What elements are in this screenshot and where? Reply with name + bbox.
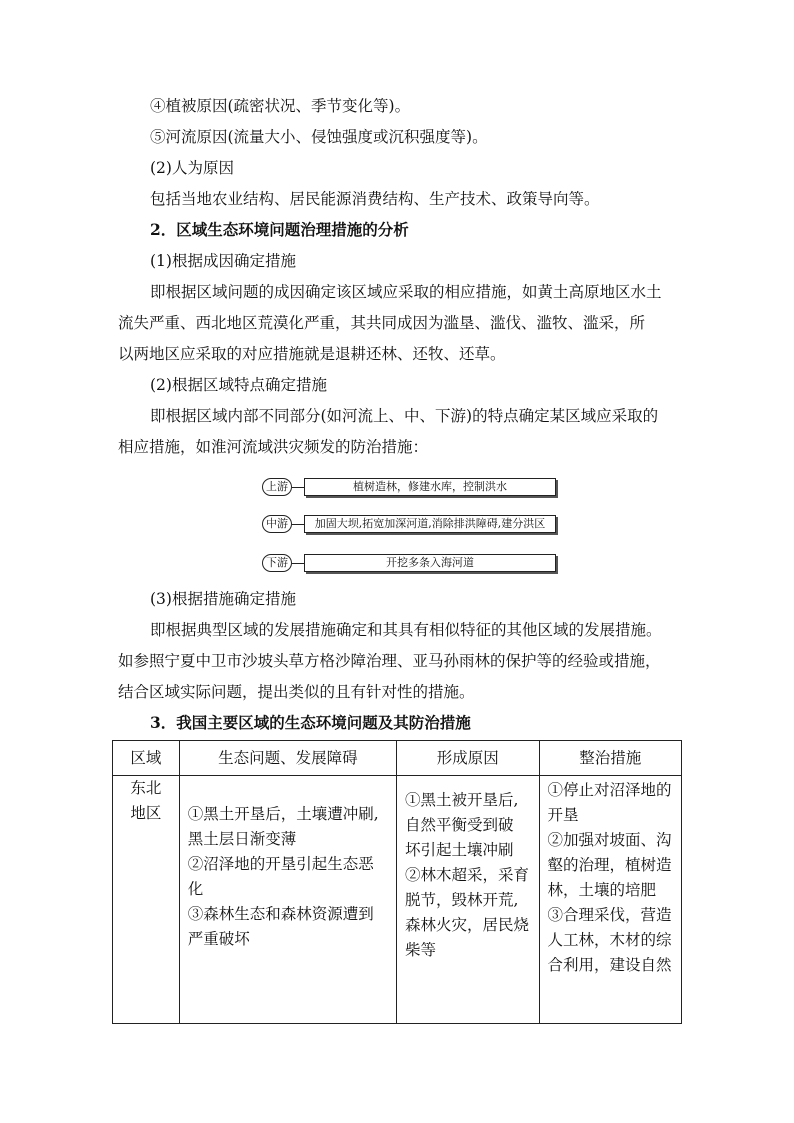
region-name-line1: 东北 — [130, 779, 162, 797]
measure-upper: 植树造林，修建水库，控制洪水 — [304, 478, 556, 496]
subheading-by-measure: (3)根据措施确定措施 — [150, 590, 296, 608]
header-measures: 整治措施 — [539, 741, 681, 776]
regional-issues-table — [112, 740, 682, 1024]
measures-line: ①停止对沼泽地的 — [547, 781, 672, 799]
measure-middle: 加固大坝,拓宽加深河道,消除排洪障碍,建分洪区 — [304, 515, 556, 533]
measures-line: 人工林，木材的综 — [547, 931, 672, 949]
causes-cell — [397, 776, 539, 1024]
measures-line: 合利用，建设自然 — [547, 956, 672, 974]
region-cell — [113, 776, 180, 1024]
causes-line: 柴等 — [405, 941, 437, 959]
subheading-human-causes: (2)人为原因 — [150, 159, 234, 177]
region-name-line2: 地区 — [130, 804, 162, 822]
measures-line: ②加强对坡面、沟 — [547, 831, 672, 849]
problems-line: 黑土层日渐变薄 — [187, 830, 297, 848]
paragraph-by-feature-line1: 即根据区域内部不同部分(如河流上、中、下游)的特点确定某区域应采取的 — [150, 407, 659, 425]
paragraph-by-cause-line3: 以两地区应采取的对应措施就是退耕还林、还牧、还草。 — [118, 345, 506, 363]
causes-line: 脱节，毁林开荒, — [405, 891, 519, 909]
connector-lower — [292, 563, 304, 564]
subheading-by-feature: (2)根据区域特点确定措施 — [150, 376, 327, 394]
causes-line: 坏引起土壤冲刷 — [405, 841, 514, 859]
problems-line: ②沼泽地的开垦引起生态恶 — [187, 855, 374, 873]
problems-cell — [179, 776, 396, 1024]
table-row — [113, 776, 682, 1024]
paragraph-by-measure-line2: 如参照宁夏中卫市沙坡头草方格沙障治理、亚马孙雨林的保护等的经验或措施， — [118, 652, 661, 670]
stage-upper: 上游 — [262, 478, 292, 496]
measures-cell — [539, 776, 681, 1024]
causes-line: ①黑土被开垦后, — [405, 791, 519, 809]
measures-line: 壑的治理，植树造 — [547, 856, 672, 874]
causes-line: 森林火灾，居民烧 — [405, 916, 530, 934]
paragraph-by-cause-line2: 流失严重、西北地区荒漠化严重，其共同成因为滥垦、滥伐、滥牧、滥采，所 — [118, 314, 646, 332]
measures-line: ③合理采伐，营造 — [547, 906, 672, 924]
huai-river-flood-diagram — [262, 472, 558, 576]
connector-upper — [292, 487, 304, 488]
paragraph-by-measure-line1: 即根据典型区域的发展措施确定和其具有相似特征的其他区域的发展措施。 — [150, 621, 662, 639]
measures-line: 林，土壤的培肥 — [547, 881, 657, 899]
section-heading-3: 3．我国主要区域的生态环境问题及其防治措施 — [150, 713, 471, 732]
measure-lower: 开挖多条入海河道 — [304, 554, 556, 572]
section-heading-2: 2．区域生态环境问题治理措施的分析 — [150, 220, 409, 239]
table-header-row — [113, 741, 682, 776]
paragraph-by-measure-line3: 结合区域实际问题，提出类似的且有针对性的措施。 — [118, 683, 475, 701]
problems-line: 化 — [187, 880, 204, 898]
paragraph-river: ⑤河流原因(流量大小、侵蚀强度或沉积强度等)。 — [150, 128, 488, 146]
paragraph-by-feature-line2: 相应措施，如淮河流域洪灾频发的防治措施： — [118, 438, 429, 456]
stage-lower: 下游 — [262, 554, 292, 572]
header-causes: 形成原因 — [397, 741, 539, 776]
paragraph-vegetation: ④植被原因(疏密状况、季节变化等)。 — [150, 97, 411, 115]
causes-line: 自然平衡受到破 — [405, 816, 514, 834]
causes-line: ②林木超采，采育 — [405, 866, 530, 884]
header-problems: 生态问题、发展障碍 — [179, 741, 396, 776]
paragraph-by-cause-line1: 即根据区域问题的成因确定该区域应采取的相应措施，如黄土高原地区水土 — [150, 283, 662, 301]
stage-middle: 中游 — [262, 515, 292, 533]
problems-line: 严重破坏 — [187, 930, 250, 948]
problems-line: ①黑土开垦后，土壤遭冲刷, — [187, 805, 379, 823]
paragraph-human-causes: 包括当地农业结构、居民能源消费结构、生产技术、政策导向等。 — [150, 190, 600, 208]
connector-middle — [292, 524, 304, 525]
subheading-by-cause: (1)根据成因确定措施 — [150, 252, 296, 270]
measures-line: 开垦 — [547, 806, 579, 824]
problems-line: ③森林生态和森林资源遭到 — [187, 905, 374, 923]
header-region: 区域 — [113, 741, 180, 776]
